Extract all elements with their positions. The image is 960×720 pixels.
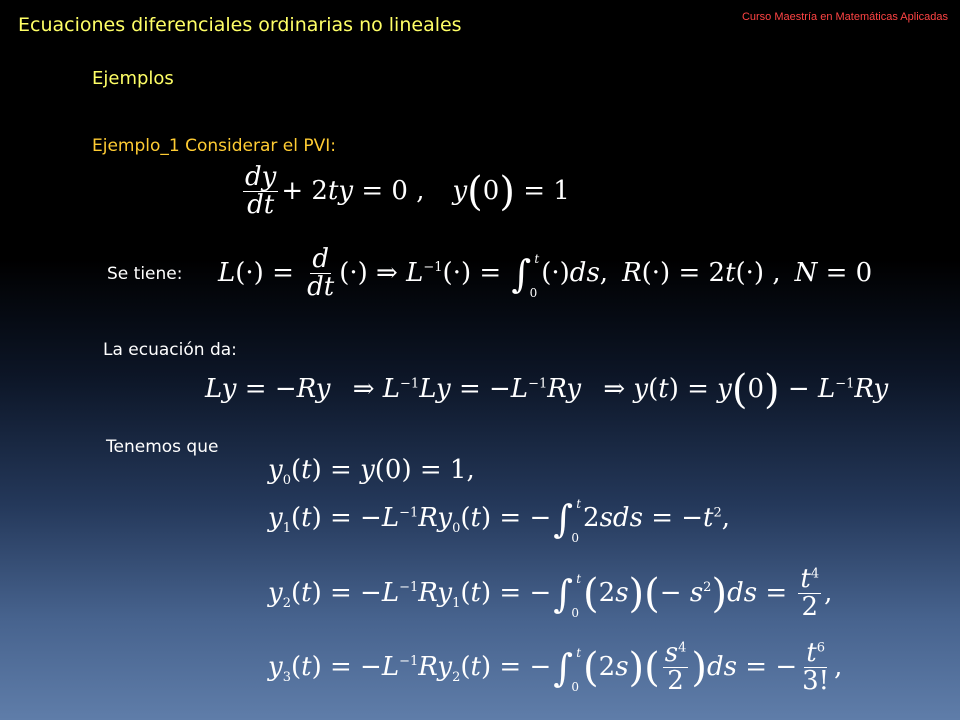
se-tiene-label: Se tiene: <box>107 264 183 284</box>
la-ecuacion-label: La ecuación da: <box>103 340 237 360</box>
iteration-y2: $y_2(t) = -L^{-1}Ry_1(t)$ = −∫ t 0 $(2s)(- s^2)ds$ = $\frac{t^4}{2}$ , <box>268 564 833 623</box>
slide-title: Ecuaciones diferenciales ordinarias no lineales <box>18 14 462 36</box>
example-heading: Ejemplo_1 Considerar el PVI: <box>92 136 337 156</box>
section-title: Ejemplos <box>92 68 174 89</box>
iteration-y1: $y_1(t) = -L^{-1}Ry_0(t)$ = −∫ t 0 $2sds = -t^2$, <box>268 497 731 545</box>
operator-definitions: L(·) = $\frac{d}{dt}$ (·) ⇒ $L^{-1}(\cdot)$ = ∫ t 0 (·)ds, R(·) = 2t(·) , N = 0 <box>218 244 873 303</box>
iteration-y0: $y_0(t) = y(0) = 1$, <box>268 455 475 489</box>
tenemos-que-label: Tenemos que <box>106 437 219 457</box>
course-label: Curso Maestría en Matemáticas Aplicadas <box>741 11 948 23</box>
pvi-equation: $\frac{dy}{dt}$ + 2ty = 0 , y(0) = 1 <box>245 162 570 221</box>
iteration-y3: $y_3(t) = -L^{-1}Ry_2(t)$ = −∫ t 0 (2s)( $\frac{s^4}{2}$ )ds = − $\frac{t^6}{3!}$ , <box>268 638 843 697</box>
operator-equation: Ly = −Ry ⇒ $L^{-1}Ly = -L^{-1}Ry$ ⇒ $y(t) = y(0) - L^{-1}Ry$ <box>205 367 889 413</box>
